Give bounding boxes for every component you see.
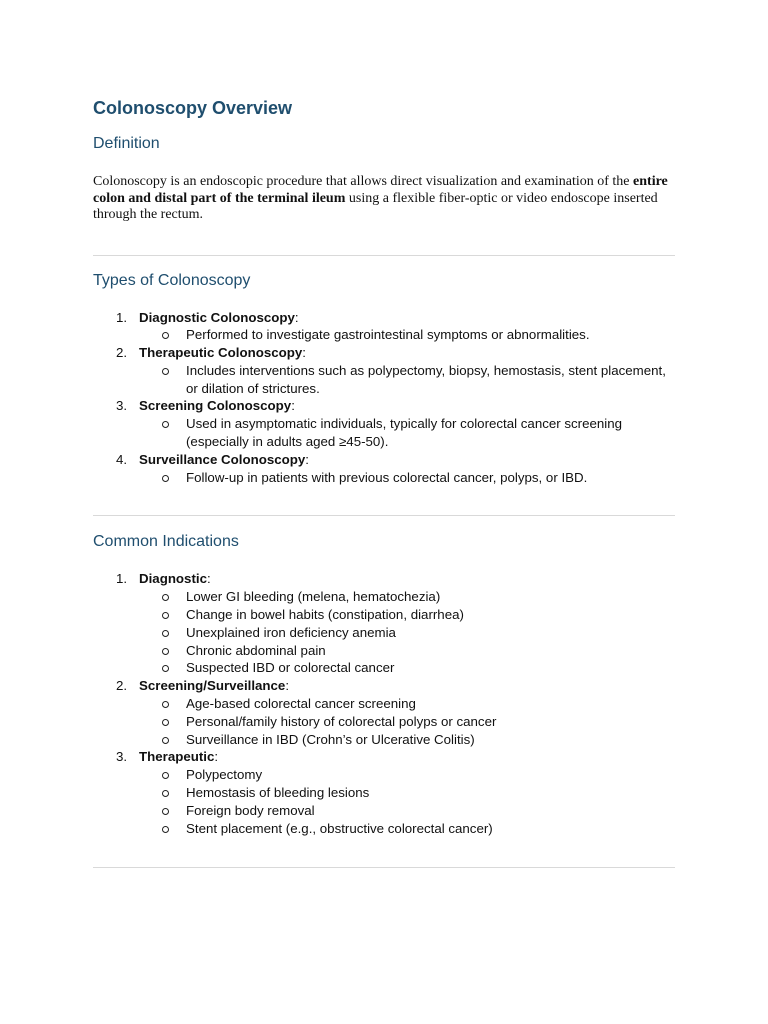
list-item-suffix: : <box>302 345 306 361</box>
list-item-title: Diagnostic Colonoscopy <box>139 309 295 325</box>
sub-list-item <box>139 766 675 784</box>
page-title: Colonoscopy Overview <box>93 98 293 118</box>
list-item <box>93 748 675 837</box>
circle-bullet-icon <box>162 826 169 833</box>
indications-list <box>93 570 675 837</box>
sub-list-item <box>139 588 675 606</box>
list-number: 3. <box>116 749 128 765</box>
list-number: 2. <box>116 345 128 361</box>
definition-text-after: using a flexible fiber-optic or video endoscope inserted through the rectum. <box>93 190 658 222</box>
sub-list-text: Lower GI bleeding (melena, hematochezia) <box>186 589 441 605</box>
sub-list-text: Surveillance in IBD (Crohn’s or Ulcerative Colitis) <box>186 731 475 747</box>
circle-bullet-icon <box>162 808 169 815</box>
sub-list <box>139 588 675 677</box>
sub-list-text: Suspected IBD or colorectal cancer <box>186 660 395 676</box>
sub-list-item <box>139 802 675 820</box>
section-divider <box>93 255 675 256</box>
list-item <box>93 344 675 397</box>
list-item-suffix: : <box>214 749 219 765</box>
circle-bullet-icon <box>162 737 169 744</box>
circle-bullet-icon <box>162 665 169 672</box>
indications-heading: Common Indications <box>93 533 239 551</box>
types-heading: Types of Colonoscopy <box>93 271 251 289</box>
circle-bullet-icon <box>162 772 169 779</box>
section-divider <box>93 515 675 516</box>
sub-list-text: Unexplained iron deficiency anemia <box>186 624 396 640</box>
sub-list-text: Age-based colorectal cancer screening <box>186 696 416 712</box>
circle-bullet-icon <box>162 630 169 637</box>
sub-list-item <box>139 469 675 487</box>
sub-list-item <box>139 784 675 802</box>
list-item-suffix: : <box>285 678 290 694</box>
types-list <box>93 309 675 487</box>
list-item-label <box>139 571 211 586</box>
list-number: 1. <box>116 309 128 325</box>
sub-list-item <box>139 326 675 344</box>
list-item-suffix: : <box>291 398 295 414</box>
sub-list-text: Follow-up in patients with previous colorectal cancer, polyps, or IBD. <box>186 469 588 485</box>
circle-bullet-icon <box>162 594 169 601</box>
list-item-label <box>139 678 289 693</box>
sub-list-item <box>139 731 675 749</box>
circle-bullet-icon <box>162 790 169 797</box>
list-number: 3. <box>116 398 128 414</box>
circle-bullet-icon <box>162 368 169 375</box>
definition-text-before: Colonoscopy is an endoscopic procedure that allows direct visualization and examination of the <box>93 174 634 189</box>
sub-list-text: Includes interventions such as polypectomy, biopsy, hemostasis, stent placement, or dilation of strictures. <box>186 362 666 396</box>
sub-list-text: Hemostasis of bleeding lesions <box>186 785 370 801</box>
list-item-suffix: : <box>294 309 299 325</box>
list-item-title: Surveillance Colonoscopy <box>139 451 306 467</box>
sub-list-text: Foreign body removal <box>186 802 315 818</box>
circle-bullet-icon <box>162 701 169 708</box>
list-item-label <box>139 398 295 413</box>
list-item <box>93 309 675 345</box>
sub-list-item <box>139 362 675 398</box>
definition-paragraph <box>93 174 675 224</box>
sub-list-text: Performed to investigate gastrointestinal symptoms or abnormalities. <box>186 327 590 343</box>
circle-bullet-icon <box>162 475 169 482</box>
sub-list <box>139 695 675 748</box>
list-item-suffix: : <box>206 571 211 587</box>
list-item <box>93 677 675 748</box>
list-item-suffix: : <box>305 451 309 467</box>
list-item-title: Screening/Surveillance <box>139 678 286 694</box>
list-item-label <box>139 310 299 325</box>
list-number: 1. <box>116 571 128 587</box>
sub-list-item <box>139 820 675 838</box>
list-number: 4. <box>116 451 128 467</box>
list-item <box>93 451 675 487</box>
list-item-label <box>139 452 309 467</box>
sub-list-text: Stent placement (e.g., obstructive colorectal cancer) <box>186 820 493 836</box>
sub-list-item <box>139 606 675 624</box>
sub-list-item <box>139 713 675 731</box>
sub-list-text: Change in bowel habits (constipation, diarrhea) <box>186 607 464 623</box>
sub-list <box>139 766 675 837</box>
sub-list <box>139 326 675 344</box>
sub-list-text: Used in asymptomatic individuals, typically for colorectal cancer screening (especially in adults aged ≥45-50). <box>186 416 623 450</box>
circle-bullet-icon <box>162 421 169 428</box>
sub-list-text: Polypectomy <box>186 767 263 783</box>
list-item-label <box>139 749 218 764</box>
sub-list-item <box>139 624 675 642</box>
document-page <box>93 96 675 868</box>
definition-text-bold: entire colon and distal part of the terminal ileum <box>93 174 668 206</box>
circle-bullet-icon <box>162 719 169 726</box>
sub-list <box>139 469 675 487</box>
list-item-title: Diagnostic <box>139 571 207 587</box>
list-item-title: Therapeutic <box>139 749 215 765</box>
list-item-title: Therapeutic Colonoscopy <box>139 345 303 361</box>
circle-bullet-icon <box>162 612 169 619</box>
sub-list-text: Personal/family history of colorectal polyps or cancer <box>186 713 497 729</box>
list-item <box>93 570 675 677</box>
sub-list-text: Chronic abdominal pain <box>186 642 326 658</box>
list-item-title: Screening Colonoscopy <box>139 398 292 414</box>
sub-list <box>139 362 675 398</box>
list-item-label <box>139 345 306 360</box>
list-number: 2. <box>116 678 128 694</box>
sub-list-item <box>139 659 675 677</box>
circle-bullet-icon <box>162 648 169 655</box>
definition-heading: Definition <box>93 135 160 152</box>
list-item <box>93 397 675 450</box>
sub-list-item <box>139 642 675 660</box>
sub-list <box>139 415 675 451</box>
section-divider <box>93 867 675 868</box>
sub-list-item <box>139 415 675 451</box>
circle-bullet-icon <box>162 332 169 339</box>
sub-list-item <box>139 695 675 713</box>
